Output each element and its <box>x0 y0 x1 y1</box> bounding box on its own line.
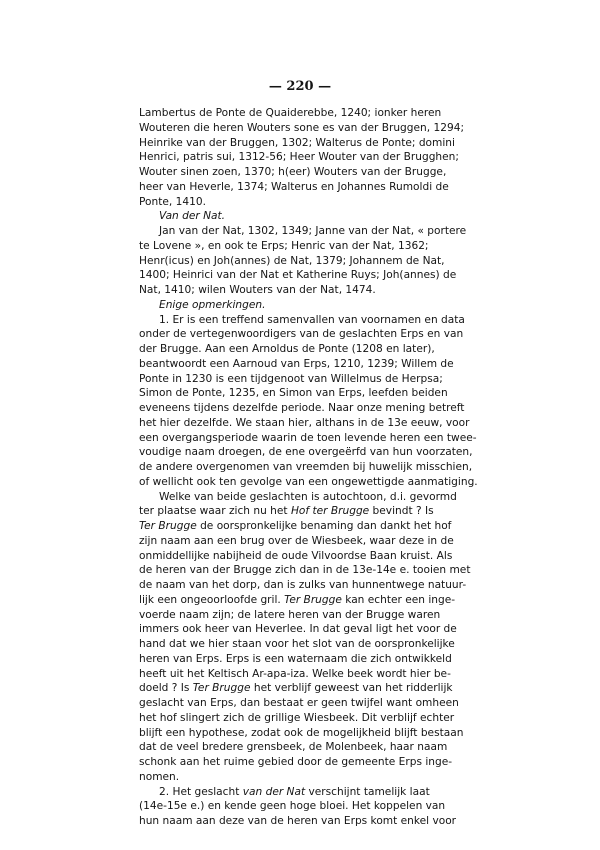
section-heading: Enige opmerkingen. <box>159 298 266 311</box>
paragraph <box>139 313 478 490</box>
text-line: hand dat we hier staan voor het slot van de oorspronkelijke <box>139 638 455 650</box>
text-line: 1400; Heinrici van der Nat et Katherine Ruys; Joh(annes) de <box>139 269 457 282</box>
text-line: doeld ? Is Ter Brugge het verblijf geweest van het ridderlijk <box>139 682 453 695</box>
text-line: Henr(icus) en Joh(annes) de Nat, 1379; Johannem de Nat, <box>139 254 445 267</box>
text-line: Nat, 1410; wilen Wouters van der Nat, 1474. <box>139 284 376 296</box>
text-line: Simon de Ponte, 1235, en Simon van Erps, leefden beiden <box>139 387 448 400</box>
text-line: dat de veel bredere grensbeek, de Molenbeek, haar naam <box>139 741 448 754</box>
paragraph <box>139 490 471 785</box>
text-line: Ponte, 1410. <box>139 195 206 208</box>
paragraph <box>139 106 466 209</box>
text-line: Jan van der Nat, 1302, 1349; Janne van der Nat, « portere <box>159 225 467 237</box>
text-line: Welke van beide geslachten is autochtoon, d.i. gevormd <box>159 490 457 503</box>
text-line: de naam van het dorp, dan is zulks van hunnentwege natuur- <box>139 579 467 591</box>
text-line: eveneens tijdens dezelfde periode. Naar onze mening betreft <box>139 402 465 414</box>
text-line: der Brugge. Aan een Arnoldus de Ponte (1208 en later), <box>139 343 435 355</box>
text-line: (14e-15e e.) en kende geen hoge bloei. Het koppelen van <box>139 800 446 813</box>
text-line: ter plaatse waar zich nu het Hof ter Brugge bevindt ? Is <box>139 505 434 518</box>
text-line: hun naam aan deze van de heren van Erps komt enkel voor <box>139 815 457 827</box>
text-line: zijn naam aan een brug over de Wiesbeek, waar deze in de <box>139 534 454 547</box>
text-line: Henrici, patris sui, 1312-56; Heer Wouter van der Brugghen; <box>139 151 459 164</box>
text-line: Lambertus de Ponte de Quaiderebbe, 1240; ionker heren <box>139 107 442 119</box>
text-line: immers ook heer van Heverlee. In dat geval ligt het voor de <box>139 623 457 636</box>
text-line: geslacht van Erps, dan bestaat er geen twijfel want omheen <box>139 697 459 709</box>
text-line: heren van Erps. Erps is een waternaam die zich ontwikkeld <box>139 652 452 665</box>
text-line: de andere overgenomen van vreemden bij huwelijk misschien, <box>139 461 473 473</box>
text-line: voerde naam zijn; de latere heren van der Brugge waren <box>139 608 441 621</box>
text-line: of wellicht ook ten gevolge van een ongewettigde aanmatiging. <box>139 475 478 488</box>
text-line: lijk een ongeoorloofde gril. Ter Brugge kan echter een inge- <box>139 593 456 606</box>
text-line: Heinrike van der Bruggen, 1302; Walterus de Ponte; domini <box>139 136 455 149</box>
text-line: onder de vertegenwoordigers van de geslachten Erps en van <box>139 328 464 341</box>
page-number: — 220 — <box>268 79 332 94</box>
text-line: te Lovene », en ook te Erps; Henric van der Nat, 1362; <box>139 239 429 252</box>
text-line: 1. Er is een treffend samenvallen van voornamen en data <box>159 313 465 326</box>
text-line: een overgangsperiode waarin de toen levende heren een twee- <box>139 431 477 444</box>
text-line: beantwoordt een Aarnoud van Erps, 1210, 1239; Willem de <box>139 357 454 370</box>
text-line: blijft een hypothese, zodat ook de mogelijkheid blijft bestaan <box>139 726 464 739</box>
text-line: Wouteren die heren Wouters sone es van der Bruggen, 1294; <box>139 121 465 134</box>
text-line: Ponte in 1230 is een tijdgenoot van Willelmus de Herpsa; <box>139 372 443 385</box>
text-line: de heren van der Brugge zich dan in de 13e-14e e. tooien met <box>139 564 471 577</box>
text-line: onmiddellijke nabijheid de oude Vilvoordse Baan kruist. Als <box>139 549 453 562</box>
paragraph <box>139 785 466 829</box>
text-line: heer van Heverle, 1374; Walterus en Johannes Rumoldi de <box>139 180 449 193</box>
text-line: heeft uit het Keltisch Ar-apa-iza. Welke beek wordt hier be- <box>139 667 451 680</box>
text-line: Wouter sinen zoen, 1370; h(eer) Wouters van der Brugge, <box>139 166 447 178</box>
text-line: het hof slingert zich de grillige Wiesbeek. Dit verblijf echter <box>139 711 455 724</box>
paragraph <box>139 224 466 298</box>
page-body <box>139 106 478 829</box>
text-line: Ter Brugge de oorspronkelijke benaming dan dankt het hof <box>139 520 452 532</box>
text-line: voudige naam droegen, de ene overgeërfd van hun voorzaten, <box>139 446 473 459</box>
text-line: 2. Het geslacht van der Nat verschijnt tamelijk laat <box>159 785 430 798</box>
text-line: schonk aan het ruime gebied door de gemeente Erps inge- <box>139 756 453 768</box>
section-heading: Van der Nat. <box>159 210 226 223</box>
text-line: het hier dezelfde. We staan hier, althans in de 13e eeuw, voor <box>139 416 470 429</box>
text-line: nomen. <box>139 770 180 783</box>
